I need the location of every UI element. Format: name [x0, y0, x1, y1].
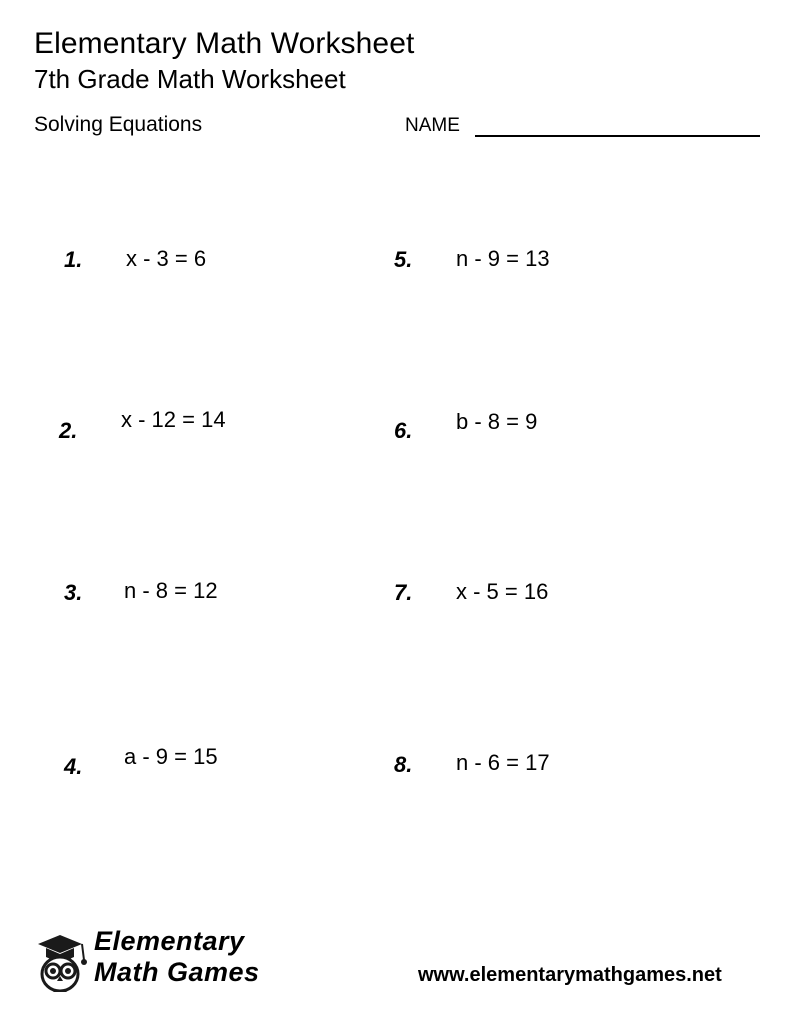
worksheet-header [34, 26, 766, 95]
problem-number: 3. [64, 580, 83, 605]
owl-graduate-icon [32, 930, 90, 992]
problem-item-7 [394, 561, 724, 729]
page-title: Elementary Math Worksheet [34, 27, 415, 60]
problem-equation: n - 8 = 12 [124, 578, 218, 603]
problem-equation: x - 5 = 16 [456, 579, 549, 604]
problem-number: 2. [59, 418, 78, 443]
problem-item-4 [64, 729, 394, 897]
problem-row [34, 393, 766, 561]
problem-item-6 [394, 393, 724, 561]
name-label: NAME [405, 115, 460, 136]
problem-number: 7. [394, 580, 413, 605]
topic-label: Solving Equations [34, 113, 203, 136]
site-logo [32, 922, 282, 1002]
problem-number: 4. [64, 754, 83, 779]
problem-row [34, 225, 766, 393]
problem-equation: n - 6 = 17 [456, 750, 550, 775]
logo-line-1: Elementary [94, 926, 245, 956]
page-subtitle: 7th Grade Math Worksheet [34, 64, 346, 94]
problem-equation: x - 12 = 14 [121, 407, 226, 432]
name-input-line[interactable] [475, 135, 760, 137]
problem-list [34, 225, 766, 897]
problem-row [34, 561, 766, 729]
logo-wordmark [94, 926, 284, 988]
problem-item-2 [59, 393, 394, 561]
problem-item-8 [394, 729, 724, 897]
problem-number: 1. [64, 247, 83, 272]
worksheet-subheader [34, 111, 766, 141]
logo-line-2: Math Games [94, 957, 260, 987]
site-url: www.elementarymathgames.net [418, 964, 722, 986]
problem-equation: n - 9 = 13 [456, 246, 550, 271]
problem-equation: a - 9 = 15 [124, 744, 218, 769]
problem-equation: x - 3 = 6 [126, 246, 207, 271]
problem-item-3 [64, 561, 394, 729]
problem-number: 8. [394, 752, 413, 777]
worksheet-footer [0, 920, 800, 1010]
problem-item-1 [64, 225, 394, 393]
problem-item-5 [394, 225, 724, 393]
problem-number: 6. [394, 418, 413, 443]
problem-equation: b - 8 = 9 [456, 409, 538, 434]
problem-number: 5. [394, 247, 413, 272]
problem-row [34, 729, 766, 897]
